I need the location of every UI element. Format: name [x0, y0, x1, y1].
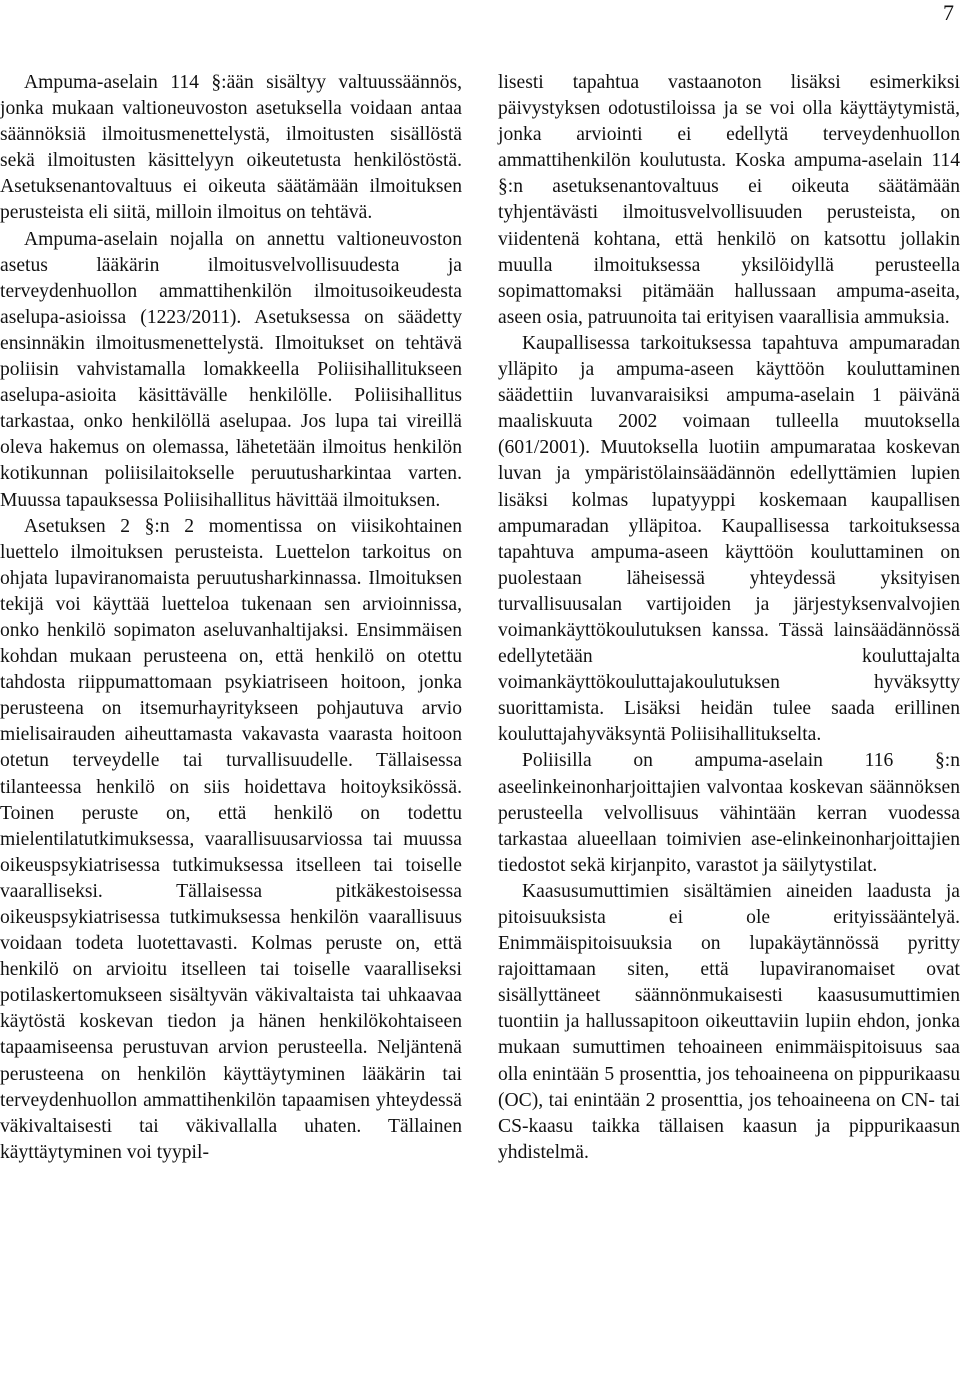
- paragraph: Ampuma-aselain nojalla on annettu valtioneuvoston asetus lääkärin ilmoitusvelvollisuudesta ja terveydenhuollon ammattihenkilön ilmoitusoikeudesta aselupa-asioissa (1223/2011). Asetuksessa on säädetty ensinnäkin ilmoitusmenettelystä. Ilmoitukset on tehtävä poliisin vahvistamalla lomakkeella Poliisihallitukseen aselupa-asioita käsittävälle henkilölle. Poliisihallitus tarkastaa, onko henkilöllä aselupaa. Jos lupa tai vireillä oleva hakemus on olemassa, lähetetään ilmoitus henkilön kotikunnan poliisilaitokselle peruutusharkintaa varten. Muussa tapauksessa Poliisihallitus hävittää ilmoituksen.: [0, 228, 462, 511]
- paragraph: Kaupallisessa tarkoituksessa tapahtuva ampumaradan ylläpito ja ampuma-aseen käyttöön kouluttaminen säädettiin luvanvaraisiksi ampuma-aselain 1 päivänä maaliskuuta 2002 voimaan tulleella muutoksella (601/2001). Muutoksella luotiin ampumarataa koskevan luvan ja ympäristölainsäädännön edellyttämien lupien lisäksi kolmas lupatyyppi koskemaan kaupallisen ampumaradan ylläpitoa. Kaupallisessa tarkoituksessa tapahtuva ampuma-aseen käyttöön kouluttaminen on puolestaan läheisessä yhteydessä yksityisen turvallisuusalan vartijoiden ja järjestyksenvalvojien voimankäyttökoulutuksen kanssa. Tässä lainsäädännössä edellytetään kouluttajalta voimankäyttökouluttajakoulutuksen hyväksytty suorittamista. Lisäksi heidän tulee saada erillinen kouluttajahyväksyntä Poliisihallitukselta.: [498, 332, 960, 746]
- paragraph: Poliisilla on ampuma-aselain 116 §:n aseelinkeinonharjoittajien valvontaa koskevan säännöksen perusteella velvollisuus vähintään kerran vuodessa tarkastaa alueellaan toimivien ase-elinkeinonharjoittajien tiedostot sekä kirjanpito, varastot ja säilytystilat.: [498, 750, 960, 876]
- paragraph: Kaasusumuttimien sisältämien aineiden laadusta ja pitoisuuksista ei ole erityissääntelyä. Enimmäispitoisuuksia on lupakäytännössä pyritty rajoittamaan siten, että lupaviranomaiset ovat sisällyttäneet säännönmukaisesti kaasusumuttimien tuontiin ja hallussapitoon oikeuttaviin lupiin ehdon, jonka mukaan sumuttimen tehoaineen enimmäispitoisuus saa olla enintään 5 prosenttia, jos tehoaineena on pippurikaasu (OC), tai enintään 2 prosenttia, jos tehoaineena on CN- tai CS-kaasu taikka tällaisen kaasun ja pippurikaasun yhdistelmä.: [498, 880, 960, 1163]
- right-text-column: [498, 70, 960, 1166]
- paragraph: Ampuma-aselain 114 §:ään sisältyy valtuussäännös, jonka mukaan valtioneuvoston asetuksella voidaan antaa säännöksiä ilmoitusmenettelystä, ilmoitusten sisällöstä sekä ilmoitusten käsittelyyn oikeutetusta henkilöstöstä. Asetuksenantovaltuus ei oikeuta säätämään ilmoituksen perusteista eli siitä, milloin ilmoitus on tehtävä.: [0, 72, 462, 224]
- left-text-column: [0, 70, 462, 1166]
- paragraph: Asetuksen 2 §:n 2 momentissa on viisikohtainen luettelo ilmoituksen perusteista. Luettelon tarkoitus on ohjata lupaviranomaista peruutusharkinnassa. Ilmoituksen tekijä voi käyttää luetteloa tukenaan sen arvioinnissa, onko henkilö sopimaton aseluvanhaltijaksi. Ensimmäisen kohdan mukaan perusteena on, että henkilö on otettu tahdosta riippumattomaan psykiatriseen hoitoon, jonka perusteena on itsemurhayritykseen pohjautuva arvio mielisairauden aiheuttamasta vakavasta vaarasta hoitoon otetun terveydelle tai turvallisuudelle. Tällaisessa tilanteessa henkilö on siis hoidettava hoitoyksikössä. Toinen peruste on, että henkilö on todettu mielentilatutkimuksessa, vaarallisuusarviossa tai muussa oikeuspsykiatrisessa tutkimuksessa itselleen tai toiselle vaaralliseksi. Tällaisessa pitkäkestoisessa oikeuspsykiatrisessa tutkimuksessa henkilön vaarallisuus voidaan todeta luotettavasti. Kolmas peruste on, että henkilö on arvioitu itselleen tai toiselle vaaralliseksi potilaskertomukseen sisältyvän väkivaltaista tai uhkaavaa käytöstä koskevan tiedon ja hänen henkilökohtaiseen tapaamiseensa perustuvan arvion perusteella. Neljäntenä perusteena on henkilön käyttäytyminen lääkärin tai terveydenhuollon ammattihenkilön tapaamisen yhteydessä väkivaltaisesti tai väkivallalla uhaten. Tällainen käyttäytyminen voi tyypil-: [0, 515, 462, 1163]
- page-number: 7: [943, 0, 954, 25]
- paragraph-continued: lisesti tapahtua vastaanoton lisäksi esimerkiksi päivystyksen odotustiloissa ja se voi olla käyttäytymistä, jonka arviointi ei edellytä terveydenhuollon ammattihenkilön koulutusta. Koska ampuma-aselain 114 §:n asetuksenantovaltuus ei oikeuta säätämään tyhjentävästi ilmoitusvelvollisuuden perusteista, on viidentenä kohtana, että henkilö on katsottu jollakin muulla ilmoituksessa yksilöidyllä perusteella sopimattomaksi pitämään hallussaan ampuma-aseita, aseen osia, patruunoita tai erityisen vaarallisia ammuksia.: [498, 72, 960, 328]
